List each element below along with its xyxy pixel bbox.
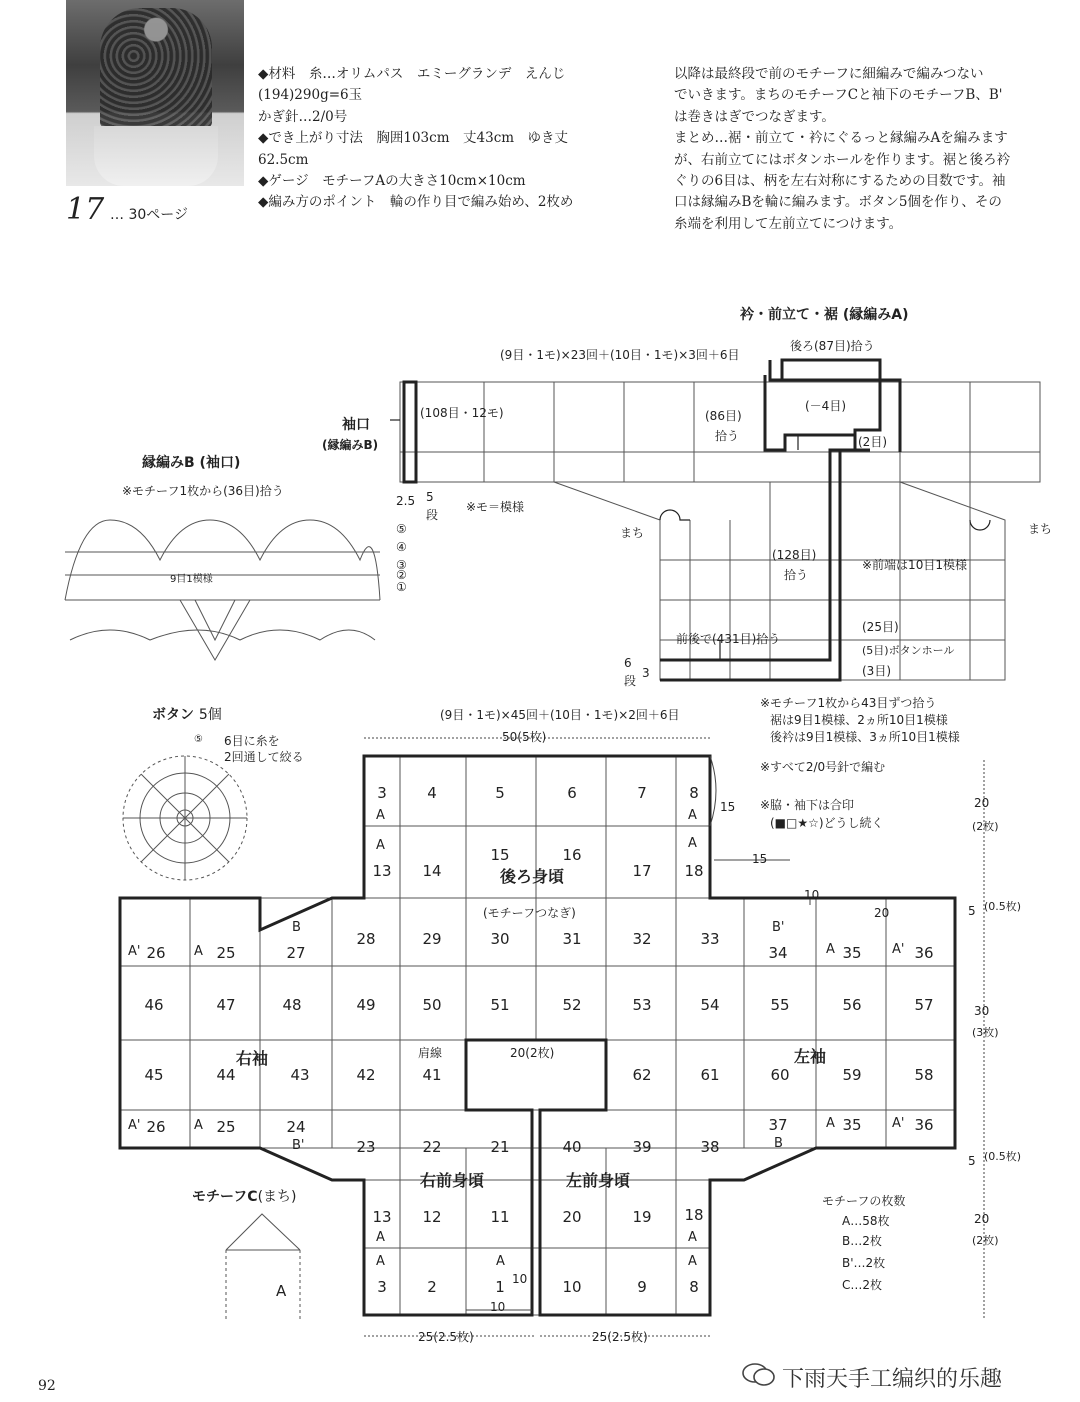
cell-23: 23 xyxy=(356,1138,376,1156)
front-10a: 10 xyxy=(512,1272,528,1286)
front-10b: 10 xyxy=(490,1300,506,1314)
tag-a-10: A xyxy=(376,1254,385,1269)
tag-ap-2: A' xyxy=(892,942,905,957)
pickup-label: 拾う xyxy=(715,429,740,443)
dim-10: 10 xyxy=(804,888,820,902)
cuff-sub: (縁編みB) xyxy=(322,438,379,452)
cell-6: 6 xyxy=(567,784,577,802)
row-3-marker: ③ xyxy=(396,558,407,572)
cell-30: 30 xyxy=(490,930,510,948)
right-front-label: 右前身頃 xyxy=(420,1171,485,1190)
cell-3-bottom: 3 xyxy=(377,1278,387,1296)
dim-right-20b: 20 xyxy=(974,1212,990,1226)
dim-right-05a: (0.5枚) xyxy=(984,900,1022,913)
border-b-chart xyxy=(65,520,380,660)
rows-label-1: 段 xyxy=(426,508,439,522)
cell-27: 27 xyxy=(286,944,306,962)
cell-22: 22 xyxy=(422,1138,442,1156)
cell-18-bottom: 18 xyxy=(684,1206,704,1224)
front-128-label: (128目) xyxy=(772,548,817,562)
tag-ap-3: A' xyxy=(128,1118,141,1133)
tag-b-1: B xyxy=(292,920,301,935)
cell-8-bottom: 8 xyxy=(689,1278,699,1296)
back-body-sub: (モチーフつなぎ) xyxy=(483,906,576,920)
button-note-1: 6目に糸を xyxy=(224,734,280,748)
back-pickup-label: 後ろ(87目)拾う xyxy=(790,339,875,353)
cell-53: 53 xyxy=(632,996,652,1014)
machi-label-right: まち xyxy=(1028,522,1053,536)
machi-label-left: まち xyxy=(620,526,645,540)
rows-label-2: 段 xyxy=(624,674,637,688)
motif-count-bp: B'…2枚 xyxy=(842,1256,886,1270)
border-a-top-count: (9目・1モ)×23回＋(10目・1モ)×3回＋6目 xyxy=(500,348,740,362)
tag-a-8: A xyxy=(826,1116,835,1131)
cell-21: 21 xyxy=(490,1138,510,1156)
motif-c-title: モチーフC(まち) xyxy=(192,1189,297,1205)
instructions-text: 以降は最終段で前のモチーフに細編みで編みつない でいきます。まちのモチーフCと袖下のモチーフB、B' は巻きはぎでつなぎます。 まとめ…裾・前立て・衿にぐるっと縁編みAを編みます が、右前立てにはボタンホールを作ります。裾と後ろ衿 ぐりの6目は、柄を左右対称にするための目数です。袖 口は縁編みBを輪に編みます。ボタン5個を作り、その 糸端を利用して左前立てにつけます。 xyxy=(674,66,1011,232)
border-b-pattern: 9目1模様 xyxy=(170,574,213,585)
cell-51: 51 xyxy=(490,996,510,1014)
border-a-title: 衿・前立て・裾 (縁編みA) xyxy=(740,307,909,323)
cell-13-bottom: 13 xyxy=(372,1208,392,1226)
cell-37: 37 xyxy=(768,1116,788,1134)
cell-2: 2 xyxy=(427,1278,437,1296)
cell-56: 56 xyxy=(842,996,862,1014)
dim-right-20a: 20 xyxy=(974,796,990,810)
left-sleeve-label: 左袖 xyxy=(794,1047,827,1066)
cell-17: 17 xyxy=(632,862,652,880)
side-note-1: ※脇・袖下は合印 xyxy=(760,798,855,812)
button-chart xyxy=(123,756,247,880)
cell-26-lower: 26 xyxy=(146,1118,166,1136)
cell-13-top: 13 xyxy=(372,862,392,880)
buttonhole-label: (5目)ボタンホール xyxy=(862,644,955,657)
materials-text: ◆材料 糸…オリムパス エミーグランデ えんじ (194)290g=6玉 かぎ針…2/0号 ◆でき上がり寸法 胸囲103cm 丈43cm ゆき丈 62.5cm ◆ゲージ モチーフAの大きさ10cm×10cm ◆編み方のポイント 輪の作り目で編み始め、2枚め xyxy=(258,66,574,211)
cell-48: 48 xyxy=(282,996,302,1014)
cell-25-lower: 25 xyxy=(216,1118,236,1136)
tag-bp-1: B' xyxy=(772,920,785,935)
tag-a-11: A xyxy=(496,1254,505,1269)
cell-16: 16 xyxy=(562,846,582,864)
tag-bp-2: B' xyxy=(292,1138,305,1153)
cell-61: 61 xyxy=(700,1066,720,1084)
cell-57: 57 xyxy=(914,996,934,1014)
tag-a-4: A xyxy=(688,836,697,851)
cell-20: 20 xyxy=(562,1208,582,1226)
motif-count-c: C…2枚 xyxy=(842,1278,883,1292)
minus4-label: (－4目) xyxy=(805,399,846,413)
width-top-label: 50(5枚) xyxy=(502,730,547,744)
pickup-label-2: 拾う xyxy=(784,568,809,582)
rows-5: 5 xyxy=(426,490,434,504)
cell-7: 7 xyxy=(637,784,647,802)
motif-count-a: A…58枚 xyxy=(842,1214,890,1228)
button-ring: ⑤ xyxy=(194,734,203,745)
cell-4: 4 xyxy=(427,784,437,802)
dim-15a: 15 xyxy=(720,800,736,814)
cell-42: 42 xyxy=(356,1066,376,1084)
tag-ap-1: A' xyxy=(128,944,141,959)
cell-40: 40 xyxy=(562,1138,582,1156)
button-note-2: 2回通して絞る xyxy=(224,750,304,764)
tag-a-3: A xyxy=(688,808,697,823)
note-2: 裾は9目1模様、2ヵ所10目1模様 xyxy=(770,713,948,727)
cell-39: 39 xyxy=(632,1138,652,1156)
cell-25-upper: 25 xyxy=(216,944,236,962)
cell-41: 41 xyxy=(422,1066,442,1084)
cell-46: 46 xyxy=(144,996,164,1014)
cell-15: 15 xyxy=(490,846,510,864)
tag-a-13: A xyxy=(688,1254,697,1269)
cell-9: 9 xyxy=(637,1278,647,1296)
tag-a-7: A xyxy=(194,1118,203,1133)
chat-icon xyxy=(742,1362,776,1392)
st3-label: (3目) xyxy=(862,664,891,678)
layout-grid xyxy=(120,756,955,1315)
cell-31: 31 xyxy=(562,930,582,948)
cell-18-top: 18 xyxy=(684,862,704,880)
cell-34: 34 xyxy=(768,944,788,962)
note-4: ※すべて2/0号針で編む xyxy=(760,760,886,774)
side-note-2: (■□★☆)どうし続く xyxy=(770,816,884,830)
hem-431-label: 前後で(431目)拾う xyxy=(676,632,781,646)
garment-outline xyxy=(120,756,955,1315)
cell-55: 55 xyxy=(770,996,790,1014)
bottom-right-dim: 25(2.5枚) xyxy=(592,1330,648,1344)
cell-47: 47 xyxy=(216,996,236,1014)
cell-24: 24 xyxy=(286,1118,306,1136)
cell-59: 59 xyxy=(842,1066,862,1084)
page-folio: 92 xyxy=(38,1378,56,1394)
cell-5: 5 xyxy=(495,784,505,802)
dim-15b: 15 xyxy=(752,852,768,866)
cell-36-upper: 36 xyxy=(914,944,934,962)
right-sleeve-label: 右袖 xyxy=(236,1049,269,1068)
tag-a-2: A xyxy=(376,838,385,853)
tag-a-9: A xyxy=(376,1230,385,1245)
back-body-label: 後ろ身頃 xyxy=(500,867,565,886)
note-1: ※モチーフ1枚から43目ずつ拾う xyxy=(760,696,937,710)
cell-44: 44 xyxy=(216,1066,236,1084)
cell-12: 12 xyxy=(422,1208,442,1226)
cell-28: 28 xyxy=(356,930,376,948)
cell-1: 1 xyxy=(495,1278,505,1296)
tag-a-12: A xyxy=(688,1230,697,1245)
cell-8-top: 8 xyxy=(689,784,699,802)
cell-43: 43 xyxy=(290,1066,310,1084)
left-front-label: 左前身頃 xyxy=(566,1171,631,1190)
row-5-marker: ⑤ xyxy=(396,522,407,536)
cell-60: 60 xyxy=(770,1066,790,1084)
cell-36-lower: 36 xyxy=(914,1116,934,1134)
cell-35-lower: 35 xyxy=(842,1116,862,1134)
cell-45: 45 xyxy=(144,1066,164,1084)
dim-right-5a: 5 xyxy=(968,904,976,918)
cell-50: 50 xyxy=(422,996,442,1014)
row-2-marker: ② xyxy=(396,568,407,582)
cuff-108-label: (108目・12モ) xyxy=(420,406,504,420)
rows-6: 6 xyxy=(624,656,632,670)
shoulder-line-label: 肩線 xyxy=(418,1046,443,1060)
front-note: ※前端は10目1模様 xyxy=(862,558,967,572)
dim-right-05b: (0.5枚) xyxy=(984,1150,1022,1163)
cell-32: 32 xyxy=(632,930,652,948)
cell-3-top: 3 xyxy=(377,784,387,802)
cell-19: 19 xyxy=(632,1208,652,1226)
bottom-left-dim: 25(2.5枚) xyxy=(418,1330,474,1344)
cell-52: 52 xyxy=(562,996,582,1014)
cell-33: 33 xyxy=(700,930,720,948)
motif-count-b: B…2枚 xyxy=(842,1234,882,1248)
cell-26-upper: 26 xyxy=(146,944,166,962)
row-4-marker: ④ xyxy=(396,540,407,554)
tag-a-6: A xyxy=(826,942,835,957)
page-reference: … 30ページ xyxy=(110,207,188,223)
row-1-marker: ① xyxy=(396,580,407,594)
num-3: 3 xyxy=(642,666,650,680)
motif-c-a: A xyxy=(276,1282,287,1300)
tag-b-2: B xyxy=(774,1136,783,1151)
border-b-title: 縁編みB (袖口) xyxy=(142,455,241,471)
mo-note: ※モ＝模様 xyxy=(466,500,525,514)
cell-11: 11 xyxy=(490,1208,510,1226)
cuff-title: 袖口 xyxy=(342,417,370,433)
cell-10: 10 xyxy=(562,1278,582,1296)
cell-62: 62 xyxy=(632,1066,652,1084)
tag-ap-4: A' xyxy=(892,1116,905,1131)
dim-20: 20 xyxy=(874,906,890,920)
cell-29: 29 xyxy=(422,930,442,948)
two-stitch-label: (2目) xyxy=(858,435,887,449)
dim-right-2b: (2枚) xyxy=(972,1234,999,1247)
dim-right-2a: (2枚) xyxy=(972,820,999,833)
tag-a-1: A xyxy=(376,808,385,823)
border-a-bottom-count: (9目・1モ)×45回＋(10目・1モ)×2回＋6目 xyxy=(440,708,680,722)
dim-right-5b: 5 xyxy=(968,1154,976,1168)
tag-a-5: A xyxy=(194,944,203,959)
cell-58: 58 xyxy=(914,1066,934,1084)
cell-49: 49 xyxy=(356,996,376,1014)
pattern-number: 17 xyxy=(66,192,105,227)
st25-label: (25目) xyxy=(862,620,899,634)
cell-14: 14 xyxy=(422,862,442,880)
width-25: 2.5 xyxy=(396,494,416,508)
neck-width-label: 20(2枚) xyxy=(510,1046,555,1060)
motif-count-title: モチーフの枚数 xyxy=(822,1194,906,1208)
cell-35-upper: 35 xyxy=(842,944,862,962)
button-title: ボタン 5個 xyxy=(152,707,222,723)
dim-right-30: 30 xyxy=(974,1004,990,1018)
watermark-text: 下雨天手工编织的乐趣 xyxy=(782,1367,1003,1392)
dim-right-3: (3枚) xyxy=(972,1026,999,1039)
border-b-note: ※モチーフ1枚から(36目)拾う xyxy=(122,484,284,498)
note-3: 後衿は9目1模様、3ヵ所10目1模様 xyxy=(770,730,960,744)
cell-38: 38 xyxy=(700,1138,720,1156)
front-86-label: (86目) xyxy=(705,409,742,423)
cell-54: 54 xyxy=(700,996,720,1014)
